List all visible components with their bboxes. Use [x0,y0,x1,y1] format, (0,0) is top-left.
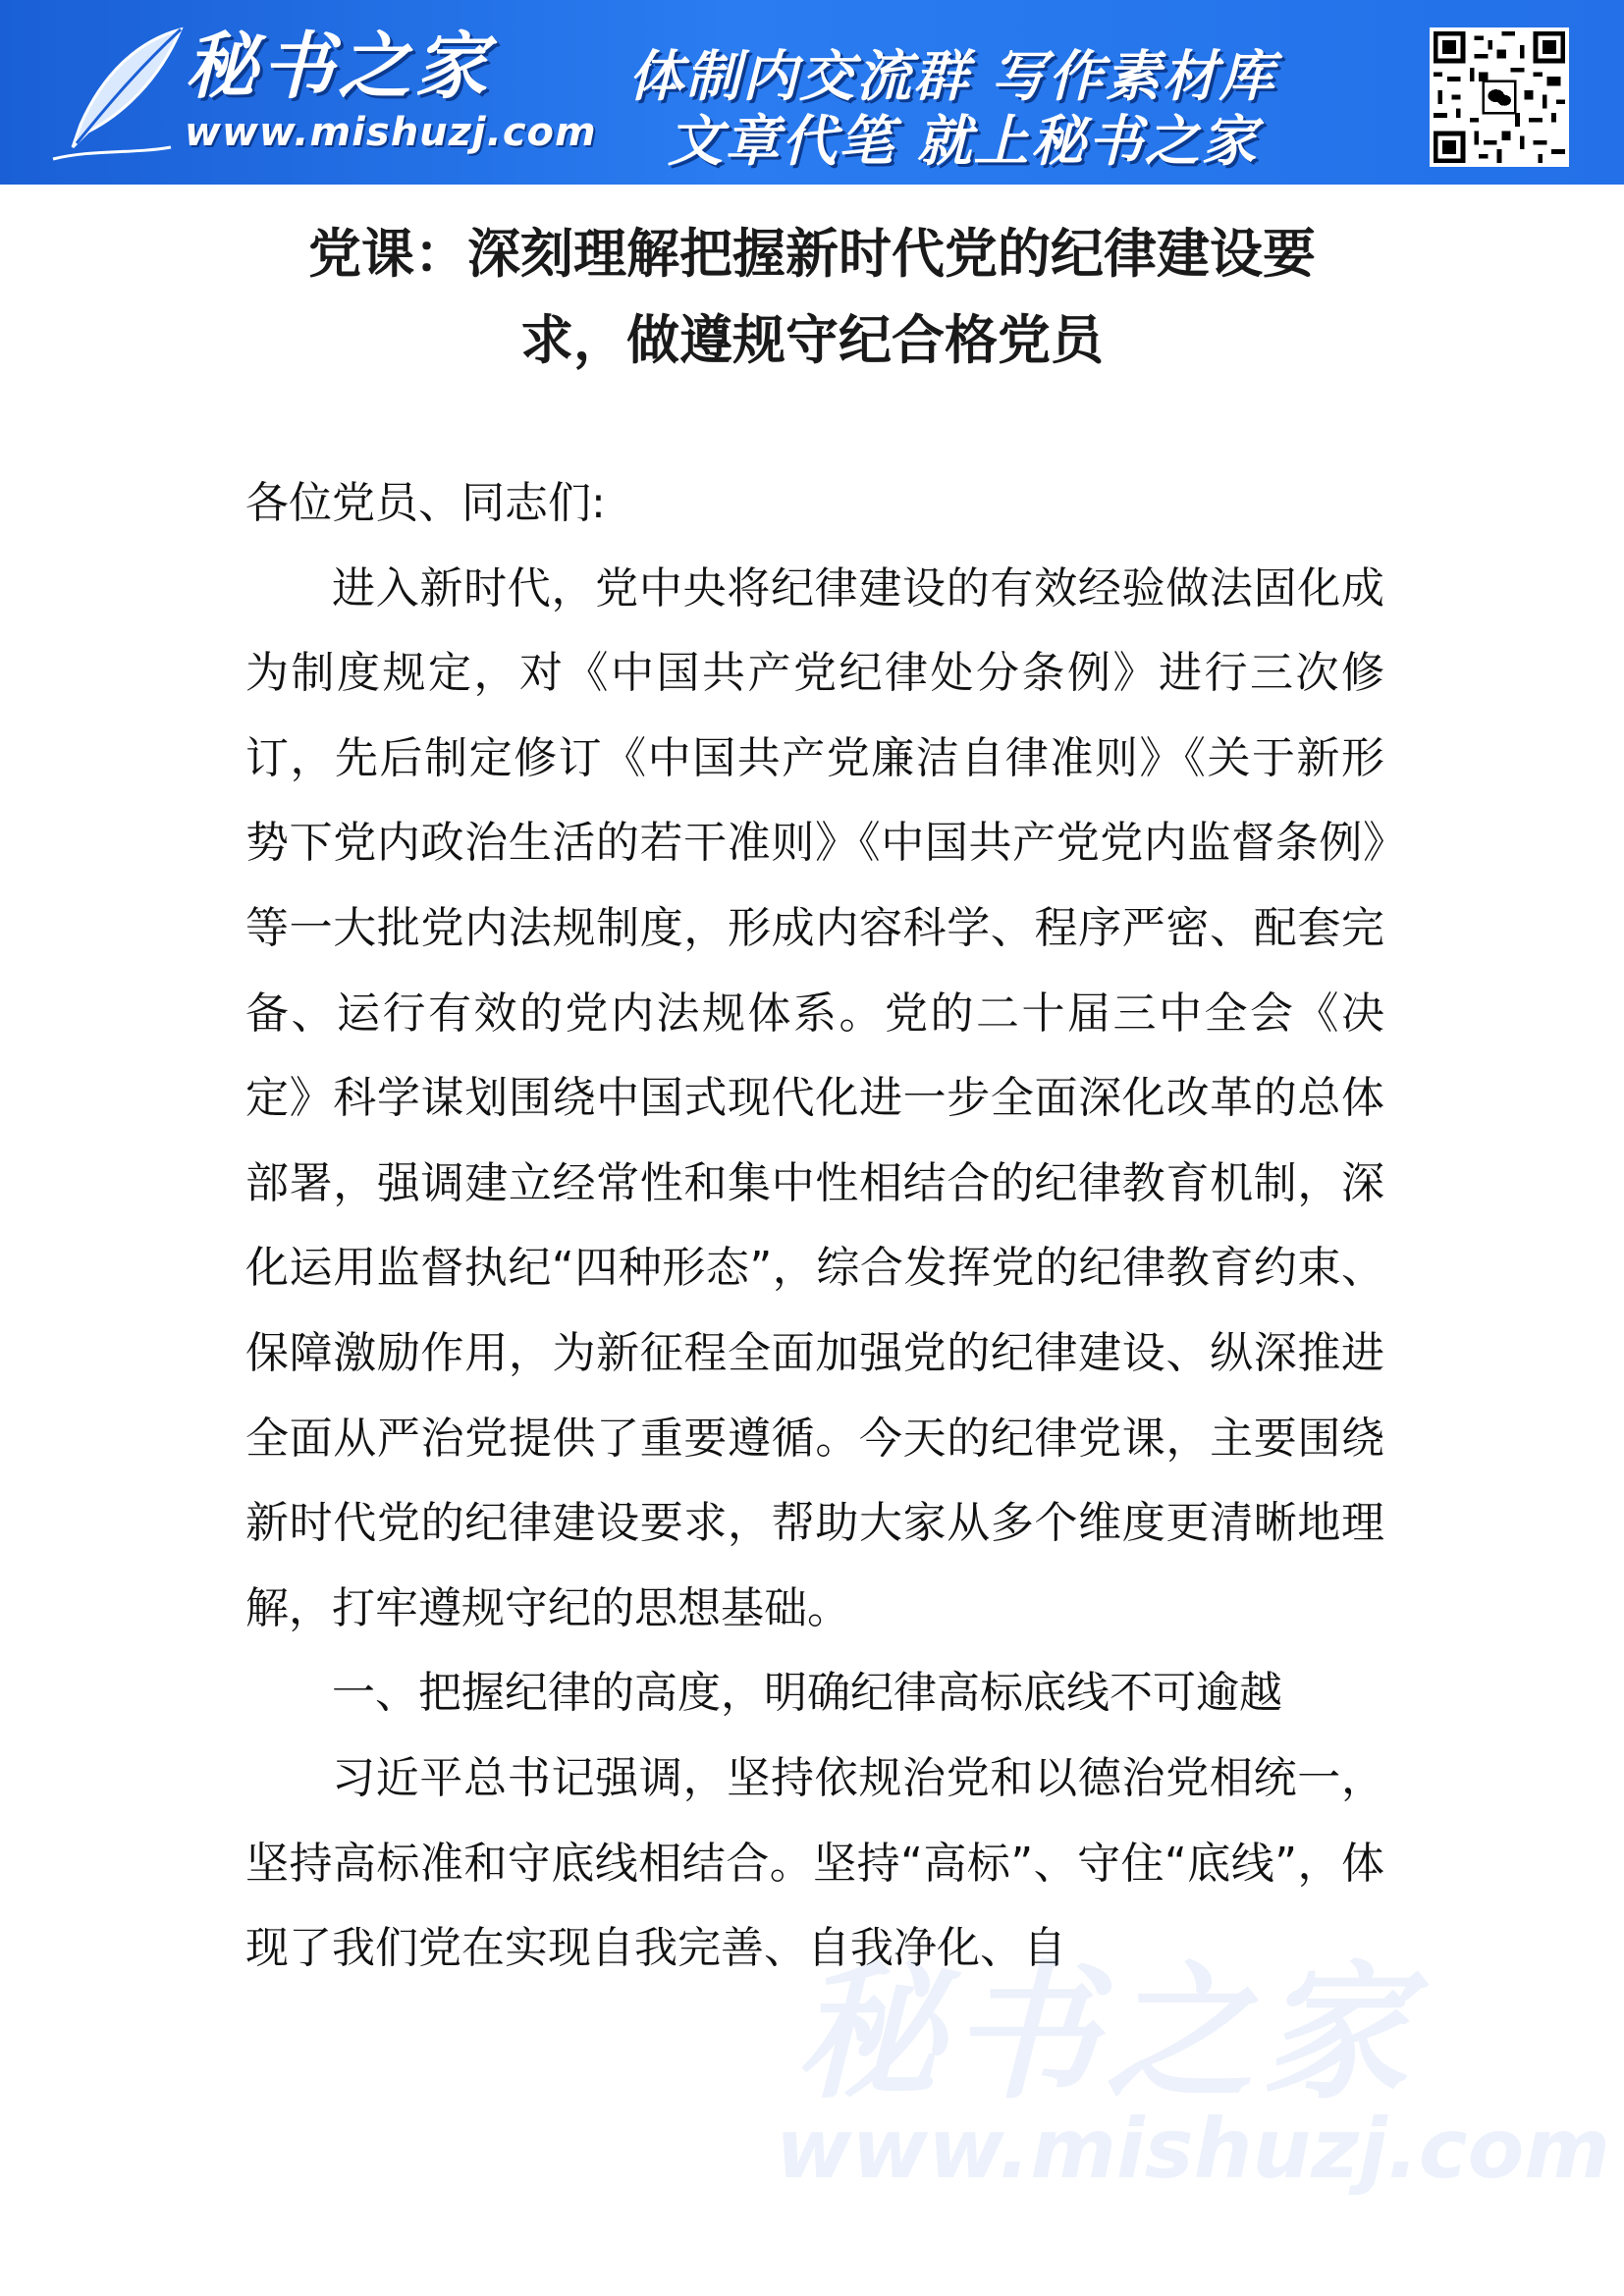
watermark-brand: 秘书之家 [795,1949,1417,2119]
watermark-site: www.mishuzj.com [776,2101,1610,2197]
paragraph-section-1: 习近平总书记强调，坚持依规治党和以德治党相统一，坚持高标准和守底线相结合。坚持“高标”、守住“底线”，体现了我们党在实现自我完善、自我净化、自 [245,1752,1384,1974]
header-banner [0,0,1624,185]
slogan-line-1: 体制内交流群 写作素材库 [628,45,1276,109]
document-title [226,211,1398,384]
title-line-1: 党课：深刻理解把握新时代党的纪律建设要 [308,223,1316,285]
document-body [245,461,1384,1992]
site-url[interactable]: www.mishuzj.com [185,110,597,155]
feather-pen-logo-icon [43,22,190,164]
brand-name: 秘书之家 [185,25,491,109]
slogan-line-2: 文章代笔 就上秘书之家 [668,110,1259,174]
qr-code[interactable] [1430,27,1569,167]
section-heading-1: 一、把握纪律的高度，明确纪律高标底线不可逾越 [332,1668,1282,1719]
paragraph-intro: 进入新时代，党中央将纪律建设的有效经验做法固化成为制度规定，对《中国共产党纪律处分条例》进行三次修订，先后制定修订《中国共产党廉洁自律准则》《关于新形势下党内政治生活的若干准则》《中国共产党党内监督条例》等一大批党内法规制度，形成内容科学、程序严密、配套完备、运行有效的党内法规体系。党的二十届三中全会《决定》科学谋划围绕中国式现代化进一步全面深化改革的总体部署，强调建立经常性和集中性相结合的纪律教育机制，深化运用监督执纪“四种形态”，综合发挥党的纪律教育约束、保障激励作用，为新征程全面加强党的纪律建设、纵深推进全面从严治党提供了重要遵循。今天的纪律党课，主要围绕新时代党的纪律建设要求，帮助大家从多个维度更清晰地理解，打牢遵规守纪的思想基础。 [245,562,1384,1633]
salutation: 各位党员、同志们: [245,478,606,528]
title-line-2: 求，做遵规守纪合格党员 [520,309,1104,371]
qr-code-icon [1434,31,1565,163]
